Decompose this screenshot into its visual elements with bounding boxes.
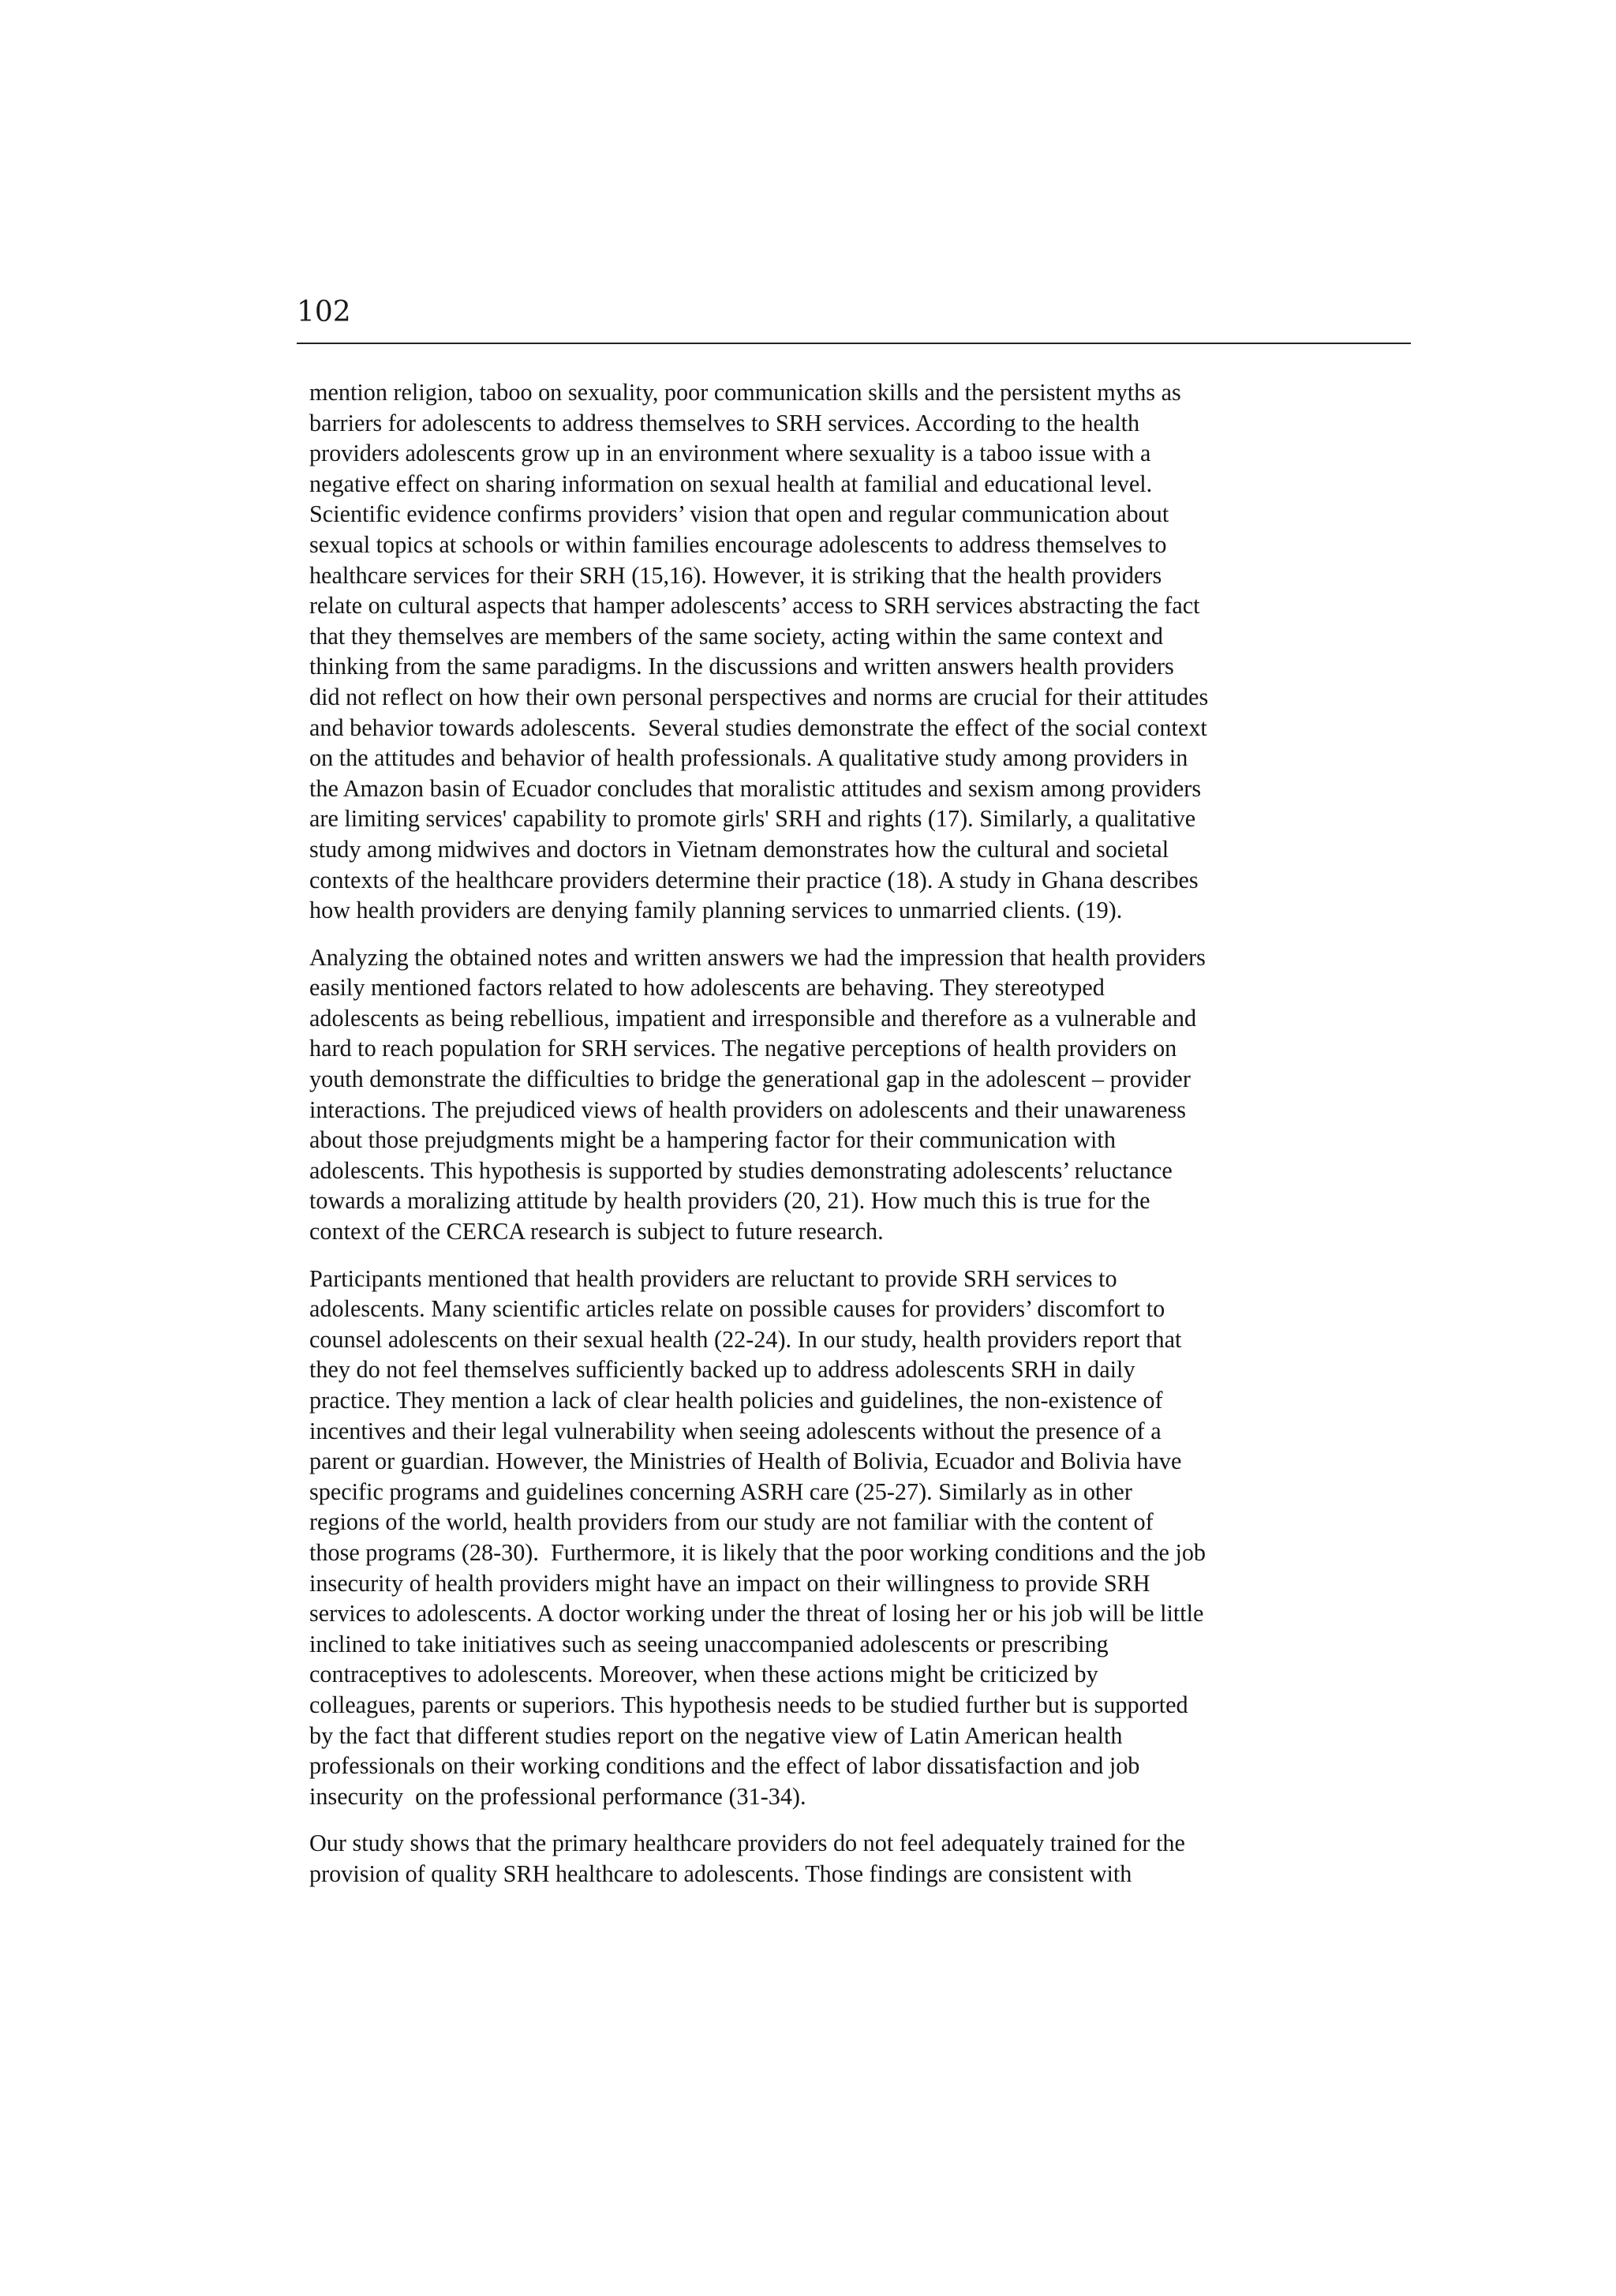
text-line: practice. They mention a lack of clear health policies and guidelines, the non-existence of (309, 1387, 1163, 1414)
text-line: easily mentioned factors related to how adolescents are behaving. They stereotyped (309, 974, 1105, 1002)
text-line: on the attitudes and behavior of health professionals. A qualitative study among providers in (309, 744, 1188, 772)
text-line: barriers for adolescents to address themselves to SRH services. According to the health (309, 409, 1140, 436)
paragraph (309, 942, 1398, 1247)
paragraph (309, 377, 1398, 926)
text-line: mention religion, taboo on sexuality, poor communication skills and the persistent myths as (309, 379, 1181, 406)
text-line: healthcare services for their SRH (15,16). However, it is striking that the health providers (309, 561, 1162, 589)
text-line: how health providers are denying family planning services to unmarried clients. (19). (309, 897, 1123, 924)
text-line: that they themselves are members of the same society, acting within the same context and (309, 622, 1163, 650)
text-line: Analyzing the obtained notes and written answers we had the impression that health providers (309, 943, 1206, 971)
text-line: Participants mentioned that health providers are reluctant to provide SRH services to (309, 1264, 1117, 1292)
text-line: relate on cultural aspects that hamper adolescents’ access to SRH services abstracting the fact (309, 592, 1200, 620)
text-line: contexts of the healthcare providers determine their practice (18). A study in Ghana describes (309, 866, 1199, 893)
text-line: specific programs and guidelines concerning ASRH care (25-27). Similarly as in other (309, 1478, 1132, 1505)
text-line: provision of quality SRH healthcare to adolescents. Those findings are consistent with (309, 1860, 1132, 1887)
text-line: insecurity of health providers might have an impact on their willingness to provide SRH (309, 1569, 1150, 1597)
text-line: and behavior towards adolescents. Several studies demonstrate the effect of the social context (309, 714, 1207, 741)
text-line: sexual topics at schools or within families encourage adolescents to address themselves to (309, 530, 1167, 558)
text-line: are limiting services' capability to promote girls' SRH and rights (17). Similarly, a qualitative (309, 805, 1196, 833)
text-line: adolescents. Many scientific articles relate on possible causes for providers’ discomfort to (309, 1295, 1165, 1323)
text-line: they do not feel themselves sufficiently backed up to address adolescents SRH in daily (309, 1356, 1135, 1384)
text-line: inclined to take initiatives such as seeing unaccompanied adolescents or prescribing (309, 1630, 1109, 1657)
text-line: Scientific evidence confirms providers’ vision that open and regular communication about (309, 500, 1169, 528)
text-line: hard to reach population for SRH services. The negative perceptions of health providers on (309, 1035, 1177, 1062)
header-rule (297, 343, 1411, 344)
text-line: towards a moralizing attitude by health providers (20, 21). How much this is true for the (309, 1187, 1150, 1215)
text-line: the Amazon basin of Ecuador concludes that moralistic attitudes and sexism among providers (309, 774, 1202, 802)
body-text (309, 377, 1398, 1906)
text-line: regions of the world, health providers from our study are not familiar with the content of (309, 1508, 1154, 1536)
text-line: incentives and their legal vulnerability when seeing adolescents without the presence of a (309, 1417, 1162, 1444)
page-number: 102 (297, 296, 351, 328)
text-line: youth demonstrate the difficulties to bridge the generational gap in the adolescent – provider (309, 1066, 1191, 1093)
text-line: colleagues, parents or superiors. This hypothesis needs to be studied further but is supported (309, 1691, 1188, 1718)
text-line: by the fact that different studies report on the negative view of Latin American health (309, 1721, 1123, 1749)
text-line: those programs (28-30). Furthermore, it is likely that the poor working conditions and the job (309, 1538, 1206, 1566)
text-line: interactions. The prejudiced views of health providers on adolescents and their unawareness (309, 1096, 1186, 1123)
text-line: did not reflect on how their own personal perspectives and norms are crucial for their attitudes (309, 683, 1209, 710)
text-line: adolescents. This hypothesis is supported by studies demonstrating adolescents’ reluctance (309, 1156, 1173, 1184)
text-line: adolescents as being rebellious, impatient and irresponsible and therefore as a vulnerable and (309, 1004, 1197, 1032)
text-line: providers adolescents grow up in an environment where sexuality is a taboo issue with a (309, 440, 1151, 467)
text-line: negative effect on sharing information on sexual health at familial and educational level. (309, 470, 1153, 497)
text-line: professionals on their working conditions and the effect of labor dissatisfaction and job (309, 1752, 1140, 1780)
text-line: study among midwives and doctors in Vietnam demonstrates how the cultural and societal (309, 835, 1169, 863)
text-line: thinking from the same paradigms. In the discussions and written answers health providers (309, 653, 1174, 680)
text-line: contraceptives to adolescents. Moreover, when these actions might be criticized by (309, 1661, 1098, 1688)
paragraph (309, 1828, 1398, 1889)
paragraph (309, 1264, 1398, 1812)
text-line: parent or guardian. However, the Ministries of Health of Bolivia, Ecuador and Bolivia have (309, 1448, 1182, 1475)
text-line: about those prejudgments might be a hampering factor for their communication with (309, 1126, 1116, 1154)
text-line: services to adolescents. A doctor working under the threat of losing her or his job will be little (309, 1600, 1204, 1627)
text-line: insecurity on the professional performance (31-34). (309, 1782, 806, 1810)
text-line: counsel adolescents on their sexual health (22-24). In our study, health providers report that (309, 1325, 1182, 1353)
text-line: context of the CERCA research is subject to future research. (309, 1218, 884, 1245)
text-line: Our study shows that the primary healthcare providers do not feel adequately trained for the (309, 1830, 1185, 1857)
